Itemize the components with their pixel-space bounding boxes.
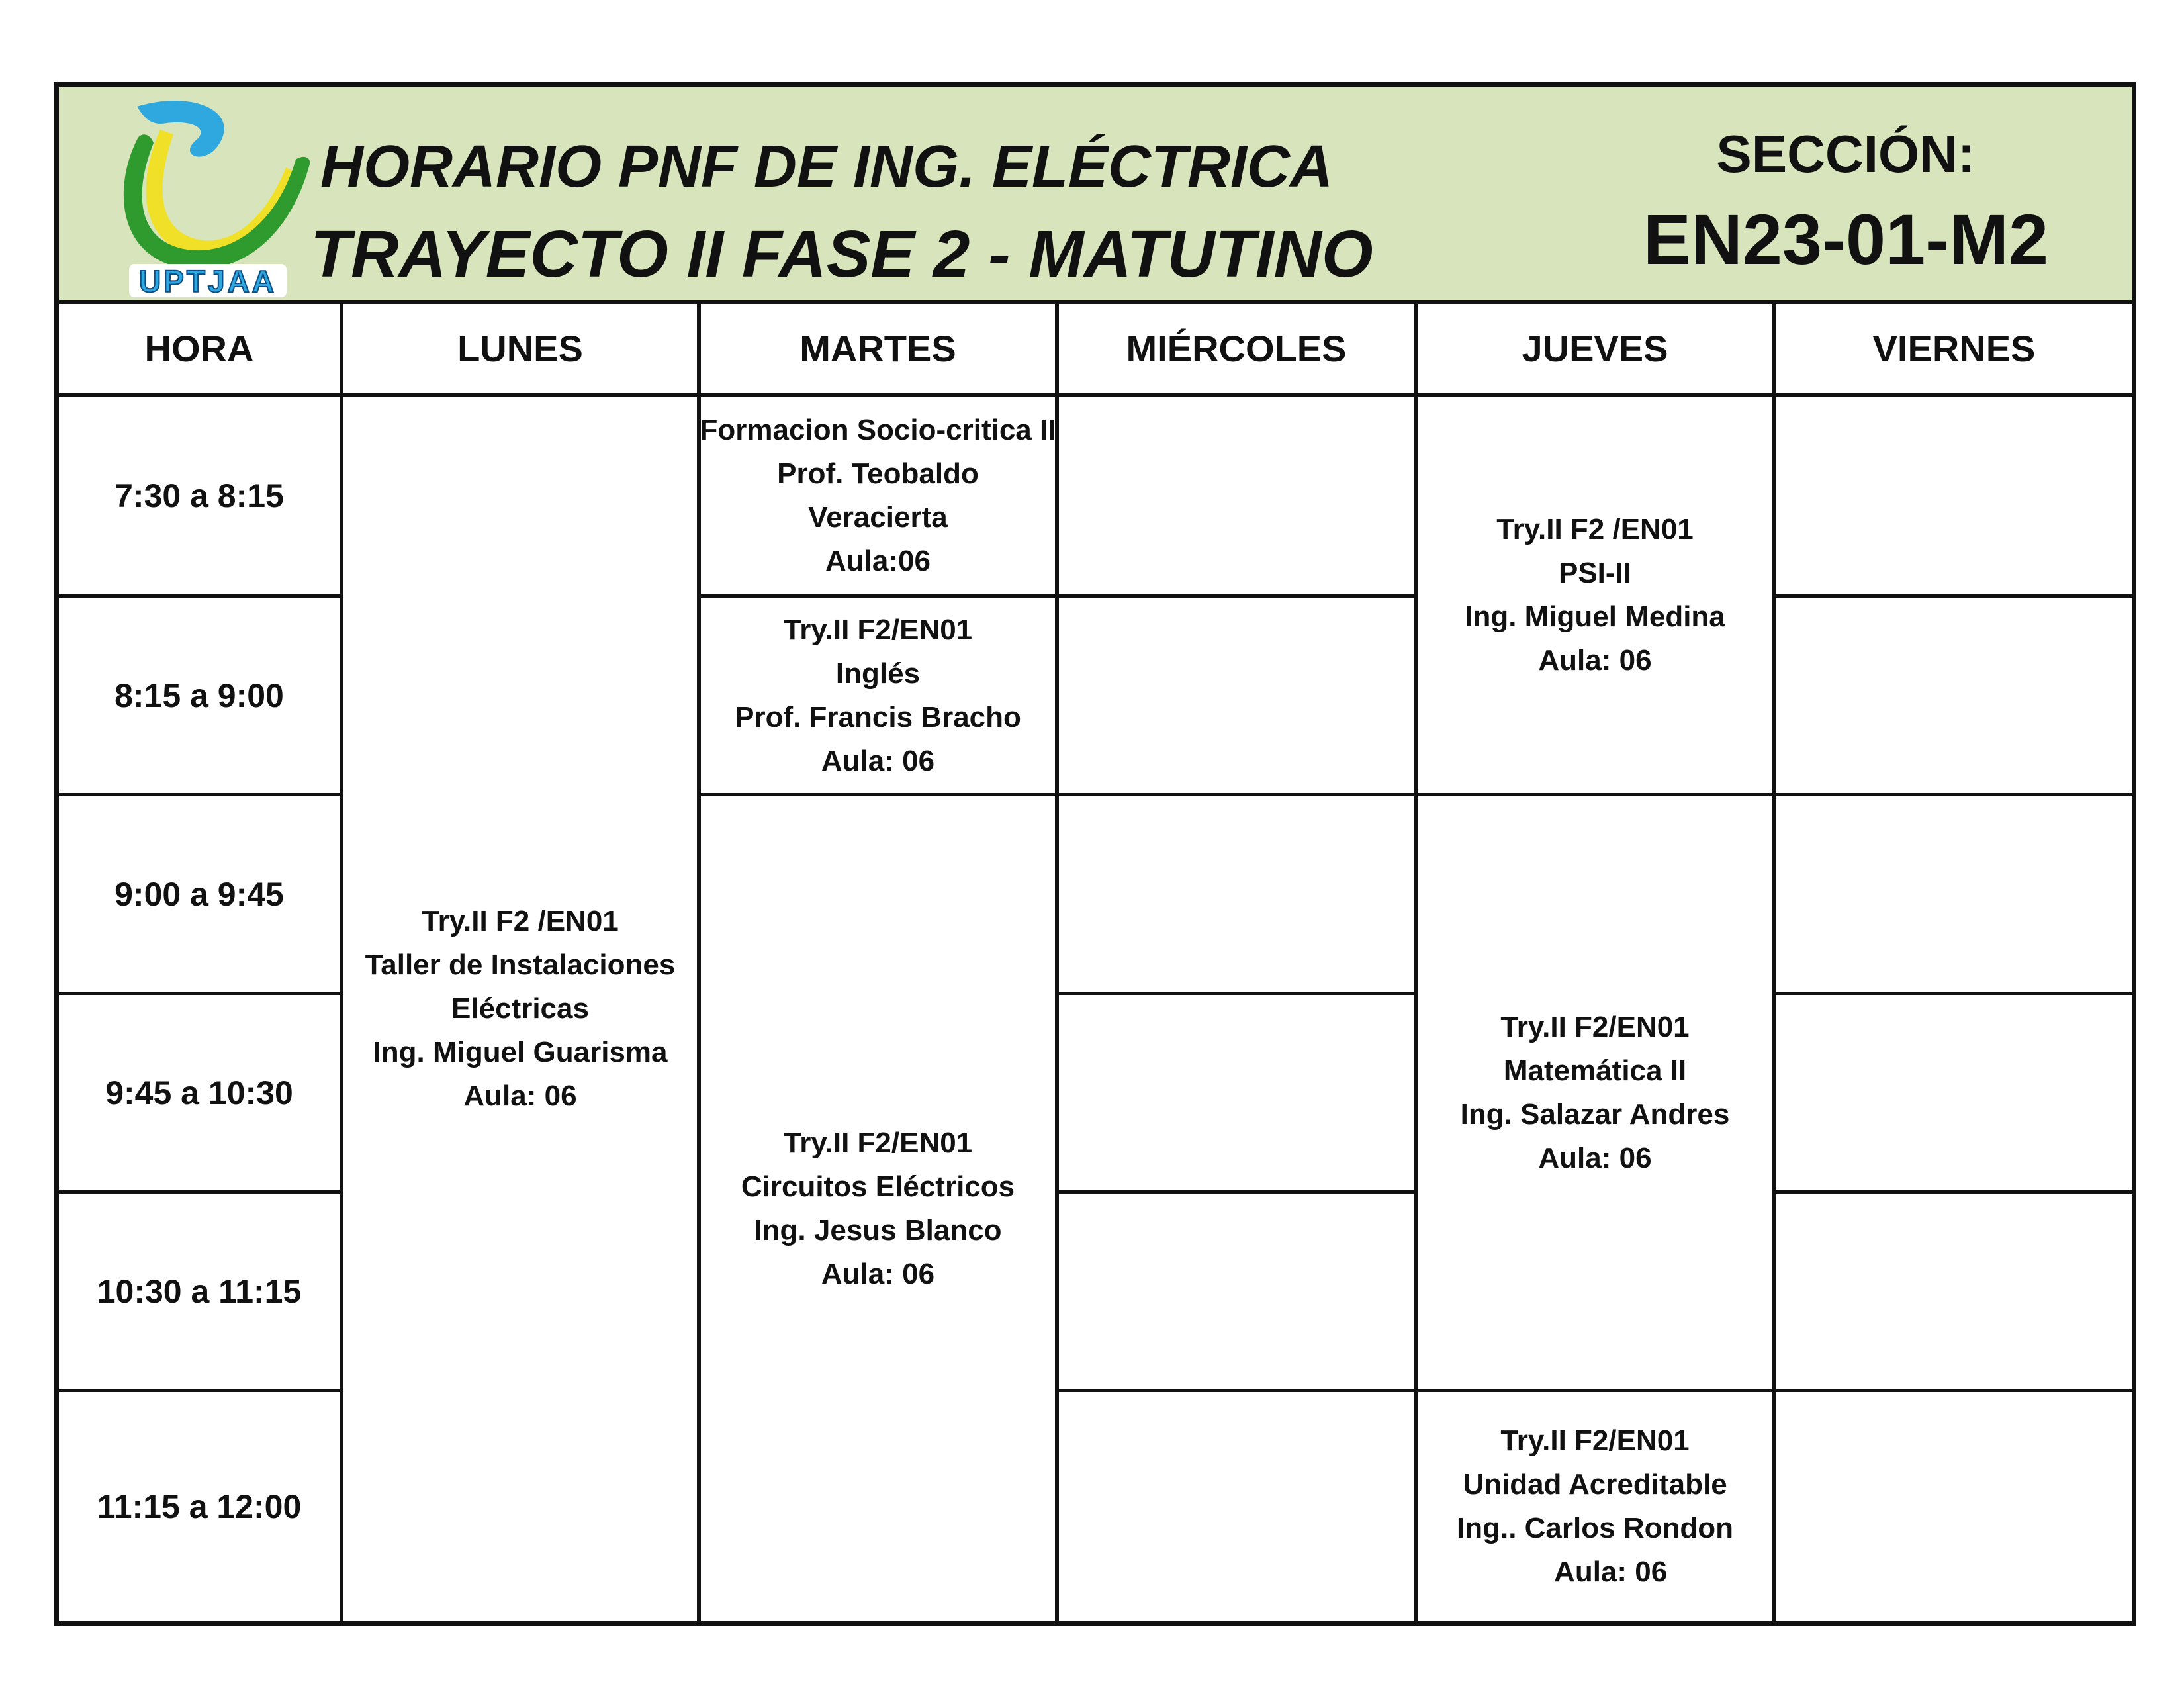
class-line: Aula: 06 [821,1258,935,1290]
class-lunes-taller [343,397,697,1621]
grid-line [1772,992,2132,995]
day-header-viernes: VIERNES [1872,327,2036,369]
schedule-sheet [54,82,2136,1626]
class-line: Try.II F2/EN01 [1500,1010,1690,1043]
grid-line [1055,1190,1418,1194]
class-martes-circuitos [701,796,1055,1621]
hour-slot-6: 11:15 a 12:00 [97,1488,302,1525]
class-line: Aula:06 [825,544,931,577]
class-line: Formacion Socio-critica II [700,413,1056,446]
section-label: SECCIÓN: [1716,124,1976,183]
grid-line [1772,1389,2132,1392]
class-line: Aula: 06 [821,744,935,777]
class-line: Eléctricas [451,992,589,1025]
hour-slot-1: 7:30 a 8:15 [114,477,284,514]
class-line: Unidad Acreditable [1463,1468,1727,1501]
class-line: Veracierta [808,500,948,534]
class-line: Try.II F2/EN01 [783,613,973,646]
grid-line [1055,594,1418,598]
class-jueves-unidad-acreditable [1418,1392,1772,1621]
hour-slot-4: 9:45 a 10:30 [105,1074,293,1111]
hour-slot-2: 8:15 a 9:00 [114,677,284,714]
grid-line [1772,594,2132,598]
class-line: Try.II F2 /EN01 [1496,512,1694,545]
day-header-jueves: JUEVES [1522,327,1668,369]
day-header-hora: HORA [144,327,254,369]
logo-text: UPTJAA [138,264,277,299]
grid-line [1772,1190,2132,1194]
grid-line [1055,992,1418,995]
class-line: Inglés [835,657,921,690]
class-jueves-psi [1418,397,1772,793]
title-line-1: HORARIO PNF DE ING. ELÉCTRICA [320,134,1334,200]
class-line: Aula: 06 [463,1080,577,1112]
schedule-grid [59,304,2132,1621]
title-line-2: TRAYECTO II FASE 2 - MATUTINO [310,217,1373,291]
class-line: Try.II F2/EN01 [783,1127,973,1159]
grid-line [1055,304,1059,1621]
hour-slot-5: 10:30 a 11:15 [97,1272,302,1310]
class-martes-socio-critica [701,397,1055,594]
grid-line [1772,304,1776,1621]
class-line: Aula: 06 [1538,1141,1652,1174]
class-line: Ing. Salazar Andres [1460,1098,1730,1131]
class-line: Try.II F2 /EN01 [422,905,619,937]
class-martes-ingles [701,598,1055,793]
hour-slot-3: 9:00 a 9:45 [114,875,284,913]
class-line: Circuitos Eléctricos [741,1170,1015,1203]
schedule-header [59,87,2132,304]
day-header-lunes: LUNES [457,327,583,369]
class-jueves-matematica [1418,796,1772,1389]
class-line: Ing. Miguel Medina [1465,600,1725,633]
section-code: EN23-01-M2 [1643,199,2049,279]
grid-line [1055,1389,1418,1392]
day-header-martes: MARTES [799,327,956,369]
uptjaa-logo [97,93,316,299]
class-line: PSI-II [1558,556,1632,589]
class-line: Prof. Teobaldo [777,457,979,490]
class-line: Try.II F2/EN01 [1500,1425,1690,1457]
class-line: Aula: 06 [1538,643,1652,677]
class-line: Ing. Miguel Guarisma [373,1036,668,1068]
class-line: Prof. Francis Bracho [735,700,1021,733]
class-line: Taller de Instalaciones [365,949,676,981]
grid-line [1055,793,1418,796]
day-header-miercoles: MIÉRCOLES [1126,327,1347,369]
class-line: Matemática II [1503,1054,1687,1087]
class-line: Ing.. Carlos Rondon [1457,1512,1733,1544]
grid-line [1772,793,2132,796]
class-line: Ing. Jesus Blanco [754,1214,1002,1246]
class-line: Aula: 06 [1522,1556,1668,1588]
